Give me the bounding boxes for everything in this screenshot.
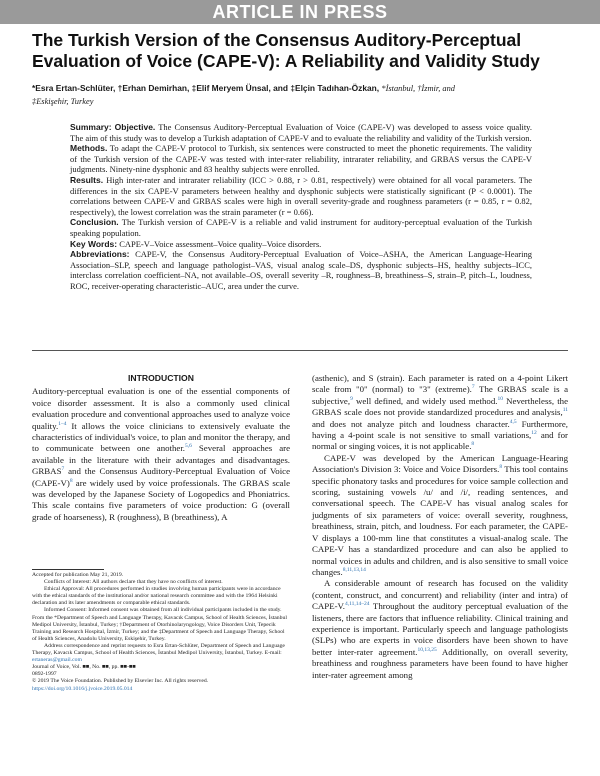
author-and: and [273, 83, 289, 93]
abstract-conclusion [70, 217, 532, 238]
abstract-abbreviations [70, 249, 532, 291]
citation[interactable]: 7 [471, 384, 475, 391]
footnote-consent: Informed Consent: Informed consent was obtained from all individual participants included in the study. [44, 607, 282, 614]
keywords-text: CAPE-V–Voice assessment–Voice quality–Voice disorders. [119, 238, 322, 249]
objective-label: Objective. [114, 122, 156, 132]
footnote-accepted: Accepted for publication May 21, 2019. [32, 572, 124, 578]
conclusion-text: The Turkish version of CAPE-V is a reliable and valid instrument for auditory-perceptual evaluation of the Turkish speaking population. [70, 217, 532, 238]
citation[interactable]: 8 [499, 464, 503, 471]
author-3[interactable]: ‡Elif Meryem Ünsal, [191, 83, 271, 93]
citation[interactable]: 10,13,25 [417, 646, 437, 653]
left-column [32, 373, 290, 523]
abstract [70, 122, 532, 292]
footnote-issn: 0892-1997 [32, 671, 57, 678]
methods-label: Methods. [70, 143, 108, 154]
methods-text: To adapt the CAPE-V protocol to Turkish, six sentences were constructed to meet the phonetic requirements. The validity of the Turkish version of the CAPE-V was tested with inter-rater reliability, intrarater reliability, and GRBAS versus the CAPE-V judgments. Ninety-nine dysphonic and 83 healthy subjects were enrolled. [70, 143, 532, 175]
author-1[interactable]: *Esra Ertan-Schlüter, [32, 83, 116, 93]
citation[interactable]: 8 [471, 441, 475, 448]
introduction-heading: INTRODUCTION [128, 373, 194, 383]
citation[interactable]: 5,6 [185, 443, 192, 450]
abstract-methods [70, 143, 532, 175]
footnote-divider [32, 569, 104, 570]
right-paragraph-3: A considerable amount of research has focused on the validity (content, construct, and concurrent) and reliability (inter and intra) of CAPE-V.$^{4,11,14-24}$ Throughout the auditory perceptual evaluation of the listeners, there are factors that influence reliability. Clinical training and experience is important. Particularly speech and language pathologists (SLPs) who are experts in voice disorders have been shown to have better inter-rater agreement.$^{10,13,25}$ Additionally, on overall severity, breathiness and roughness parameters have been found to have higher inter-rater agreement among [312, 578, 568, 680]
abstract-objective [70, 122, 532, 143]
author-4[interactable]: ‡Elçin Tadıhan-Özkan, [290, 83, 380, 93]
footnote-copyright: © 2019 The Voice Foundation. Published by Elsevier Inc. All rights reserved. [32, 678, 209, 685]
article-in-press-banner: ARTICLE IN PRESS [0, 0, 600, 24]
conclusion-label: Conclusion. [70, 217, 119, 228]
citation[interactable]: 8,11,13,14 [342, 566, 366, 573]
doi-link[interactable]: https://doi.org/10.1016/j.jvoice.2019.05.014 [32, 685, 133, 692]
abstract-keywords [70, 239, 532, 250]
footnote-ethical: Ethical Approval: All procedures performed in studies involving human participants were in accordance with the ethical standards of the institutional and/or national research committee and with the 1964 Helsinki declaration and its later amendments or comparable ethical standards. [32, 586, 281, 607]
footnotes [32, 572, 290, 693]
right-paragraph-2: CAPE-V was developed by the American Language-Hearing Association's Division 3: Voice and Voice Disorders.$^8$ This tool contains specific phonatory tasks and procedures for voice sample collection and scoring, sustaining vowels /u/ and /i/, reading sentences, and conversational speech. The CAPE-V has visual analog scales for judgments of six parameters of voice: overall severity, roughness, breathiness, strain, pitch, and loudness. For each parameter, the CAPE-V displays a 100-mm line that constitutes a visual-analog scale. The CAPE-V has a standardized procedure and can also be applied to normal voices in adults and children, and is also sensitive to small voice changes.$^{8,11,13,14}$ [312, 452, 568, 577]
citation[interactable]: 12 [531, 430, 537, 437]
footnote-journal: Journal of Voice, Vol. ■■, No. ■■, pp. ■■-■■ [32, 664, 136, 671]
author-2[interactable]: †Erhan Demirhan, [117, 83, 190, 93]
abbreviations-text: CAPE-V, the Consensus Auditory-Perceptual Evaluation of Voice–ASHA, the American Language-Hearing Association–SLP, speech and language pathologist–VAS, visual analog scale–DS, dysphonic subjects–HS, healthy subjects–ICC, interclass correlation coefficient–NA, not available–OS, overall severity –R, roughness–B, breathiness–S, strain–P, pitch–L, loudness, ROC, receiver-operating characteristic–AUC, area under the curve. [70, 249, 532, 291]
results-text: High inter-rater and intrarater reliability (ICC > 0.88, r > 0.81, respectively) were obtained for all vocal parameters. The differences in the six CAPE-V parameters between healthy and dysphonic subjects were statistically significant (P < 0.0001). The correlations between CAPE-V and GRBAS scales were high in overall severity-grade and roughness parameters (r = 0.85, r = 0.82, respectively), the lowest correlation was the strain parameter (r = 0.66). [70, 174, 532, 217]
footnote-affiliations: From the *Department of Speech and Language Therapy, Kavacık Campus, School of Health Sciences, İstanbul Medipol University, İstanbul, Turkey; †Department of Otorhinolaryngology, Voice Disorders Unit, Tepecik Training and Research Hospital, İzmir, Turkey; and the ‡Department of Speech and Language Therapy, School of Health Sciences, Anadolu University, Eskişehir, Turkey. [32, 614, 287, 642]
article-title: The Turkish Version of the Consensus Auditory-Perceptual Evaluation of Voice (CAPE-V): A Reliability and Validity Study [32, 30, 540, 71]
objective-text: The Consensus Auditory-Perceptual Evaluation of Voice (CAPE-V) was developed to assess voice quality. The aim of this study was to develop a Turkish adaptation of CAPE-V and to evaluate the reliability and validity of the Turkish version. [70, 122, 532, 143]
email-link[interactable]: ertaneras@gmail.com [32, 657, 82, 664]
footnote-correspondence: Address correspondence and reprint requests to Esra Ertan-Schlüter, Department of Speech and Language Therapy, Kavacık Campus, School of Health Sciences, İstanbul Medipol University, İstanbul, Turkey. E-mail: ertaneras@gmail.com [32, 642, 285, 664]
affiliation-locations: *İstanbul, †İzmir, and [381, 84, 455, 93]
citation[interactable]: 4,5 [509, 418, 517, 425]
citation[interactable]: 7 [61, 466, 65, 473]
abstract-results [70, 175, 532, 217]
citation[interactable]: 9 [350, 395, 353, 402]
summary-label: Summary: [70, 122, 112, 132]
citation[interactable]: 1–4 [58, 420, 67, 427]
footnote-conflicts: Conflicts of Interest: All authors declare that they have no conflicts of interest. [44, 579, 223, 586]
author-list [32, 82, 572, 108]
citation[interactable]: 10 [497, 395, 503, 402]
citation[interactable]: 8 [69, 477, 73, 484]
abstract-divider [32, 350, 568, 351]
right-paragraph-1: (asthenic), and S (strain). Each parameter is rated on a 4-point Likert scale from "0" (normal) to "3" (extreme).$^7$ The GRBAS scale is a subjective,$^9$ well defined, and widely used method.$^{10}$ Nevertheless, the GRBAS scale does not provide standardized procedures and analysis,$^{11}$ and does not analyze pitch and loudness character.$^{4,5}$ Furthermore, having a 4-point scale is not sensitive to small variations,$^{12}$ and for normal or singing voices, it is not applicable.$^8$ [312, 373, 568, 452]
right-column [312, 373, 568, 681]
abbreviations-label: Abbreviations: [70, 249, 130, 260]
citation[interactable]: 4,11,14–24 [345, 601, 370, 608]
intro-paragraph-1: Auditory-perceptual evaluation is one of the essential components of voice disorder assessment. It is also a commonly used clinical evaluation procedure and conventional approaches used to analyze voice quality.$^{1-4}$ It allows the voice clinicians to extensively evaluate the characteristics of individual's voice, to plan and monitor the therapy, and to communicate between one another.$^{5,6}$ Several approaches are available in the literature with their advantages and disadvantages. GRBAS$^7$ and the Consensus Auditory-Perceptual Evaluation of Voice (CAPE-V)$^8$ are widely used by voice professionals. The GRBAS scale was developed by the Japanese Society of Logopedics and Phoniatrics. This scale contains five parameters of voice production: G (overall grade of hoarseness), R (roughness), B (breathiness), A [32, 386, 290, 522]
citation[interactable]: 11 [562, 407, 568, 414]
results-label: Results. [70, 174, 104, 185]
affiliation-locations-2: ‡Eskişehir, Turkey [32, 97, 94, 106]
keywords-label: Key Words: [70, 238, 118, 249]
